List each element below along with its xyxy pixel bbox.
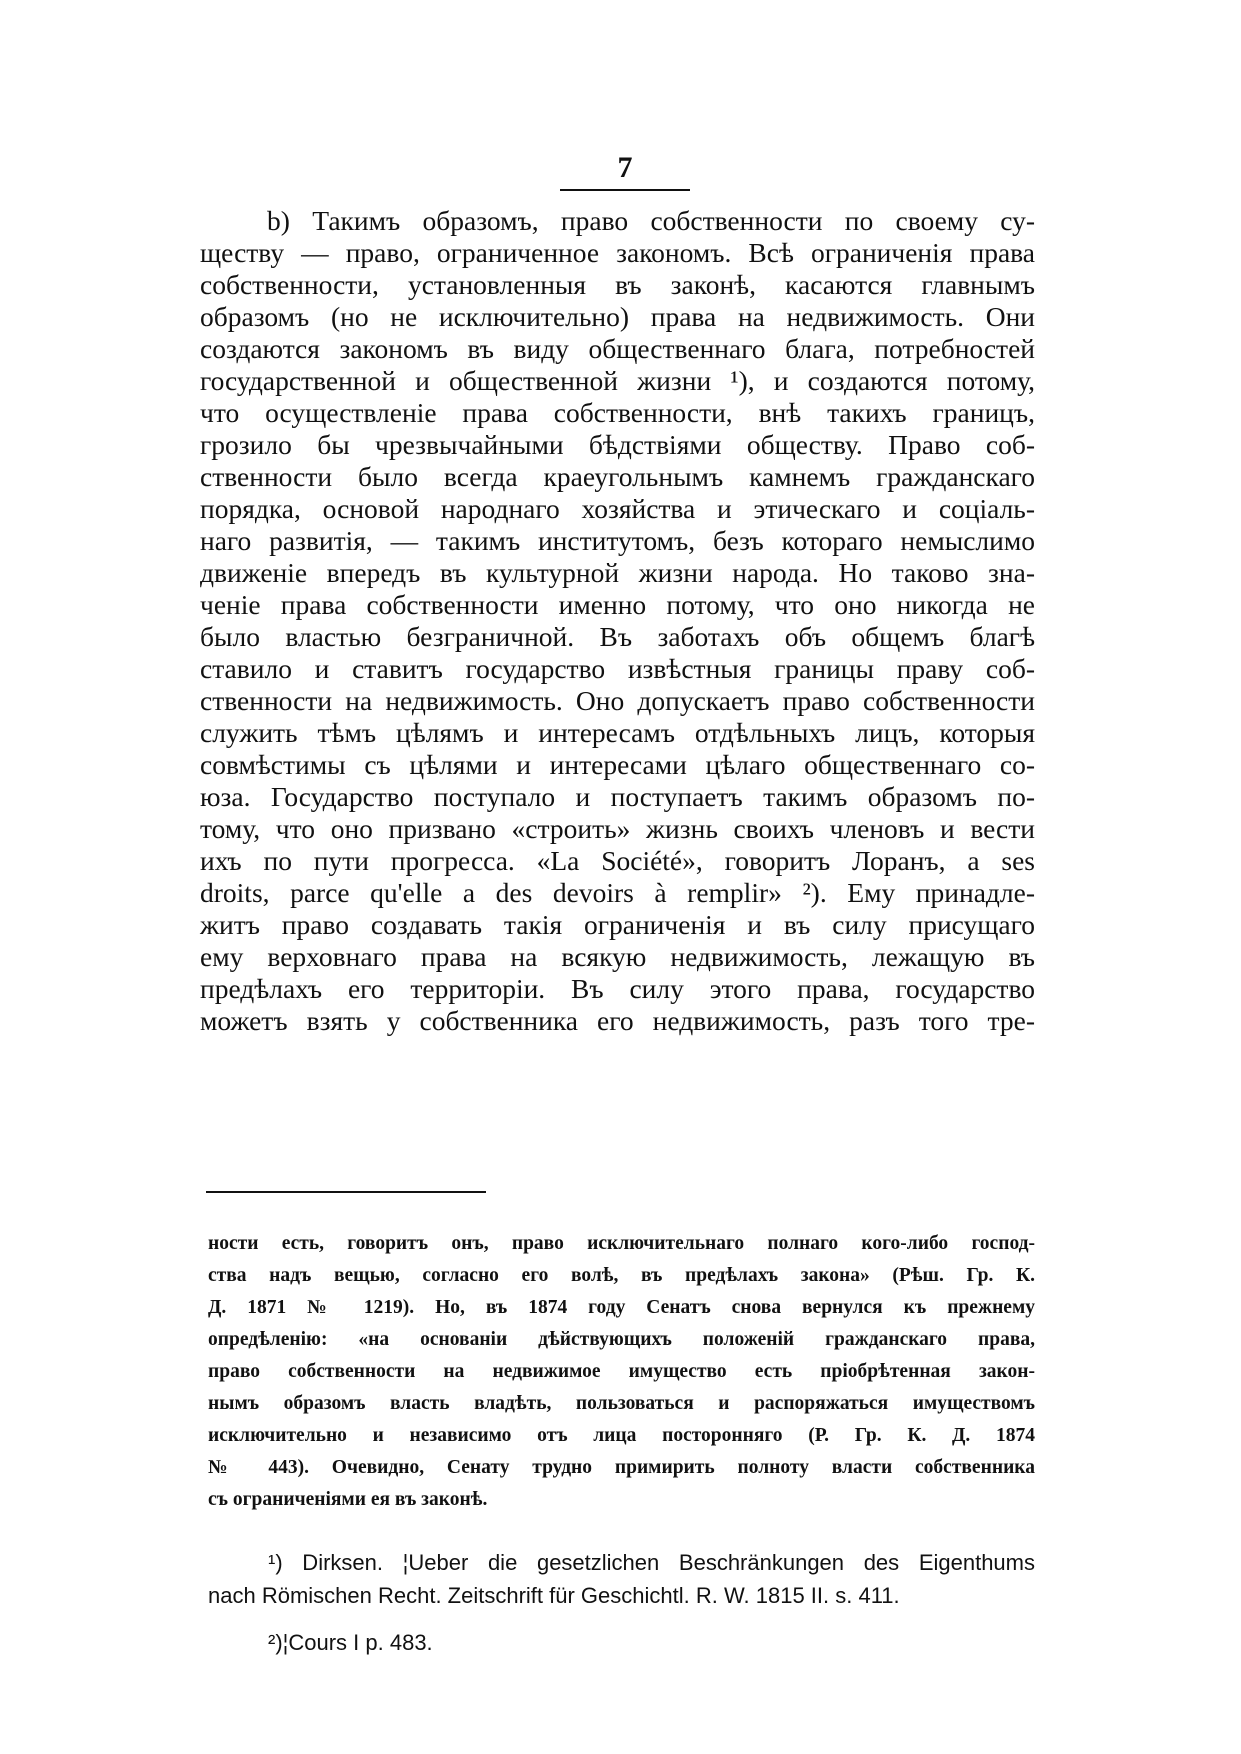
footnote-separator (206, 1191, 486, 1193)
body-line: что осуществленіе права собственности, внѣ такихъ границъ, (200, 397, 1035, 428)
footnote-line: нымъ образомъ власть владѣть, пользоваться и распоряжаться имуществомъ (208, 1393, 1035, 1414)
body-line: порядка, основой народнаго хозяйства и этическаго и соціаль- (200, 493, 1035, 524)
body-line: образомъ (но не исключительно) права на недвижимость. Они (200, 301, 1035, 332)
body-line: можетъ взять у собственника его недвижимость, разъ того тре- (200, 1005, 1035, 1036)
body-line: ставило и ставитъ государство извѣстныя границы праву соб- (200, 653, 1035, 684)
body-line: ему верховнаго права на всякую недвижимость, лежащую въ (200, 941, 1035, 972)
body-line: droits, parce qu'elle a des devoirs à remplir» ²). Ему принадле- (200, 877, 1035, 908)
body-line: тому, что оно призвано «строить» жизнь своихъ членовъ и вести (200, 813, 1035, 844)
footnote-line: опредѣленію: «на основаніи дѣйствующихъ положеній гражданскаго права, (208, 1329, 1035, 1350)
body-line: ченіе права собственности именно потому, что оно никогда не (200, 589, 1035, 620)
body-line: наго развитія, — такимъ институтомъ, безъ котораго немыслимо (200, 525, 1035, 556)
body-line: юза. Государство поступало и поступаетъ такимъ образомъ по- (200, 781, 1035, 812)
footnote-1-line-1: ¹) Dirksen. ¦Ueber die gesetzlichen Beschränkungen des Eigenthums (268, 1550, 1035, 1575)
body-line: предѣлахъ его территоріи. Въ силу этого права, государство (200, 973, 1035, 1004)
footnote-line: № 443). Очевидно, Сенату трудно примирить полноту власти собственника (208, 1457, 1035, 1478)
body-line: грозило бы чрезвычайными бѣдствіями обществу. Право соб- (200, 429, 1035, 460)
body-line: житъ право создавать такія ограниченія и въ силу присущаго (200, 909, 1035, 940)
footnote-line: право собственности на недвижимое имущество есть пріобрѣтенная закон- (208, 1361, 1035, 1382)
footnote-1-line-2: nach Römischen Recht. Zeitschrift für Geschichtl. R. W. 1815 II. s. 411. (208, 1583, 900, 1608)
body-line: ществу — право, ограниченное закономъ. Всѣ ограниченія права (200, 237, 1035, 268)
body-line: государственной и общественной жизни ¹), и создаются потому, (200, 365, 1035, 396)
page-number: 7 (617, 151, 633, 184)
body-line: b) Такимъ образомъ, право собственности по своему су- (267, 205, 1035, 236)
footnote-line: ства надъ вещью, согласно его волѣ, въ предѣлахъ закона» (Рѣш. Гр. К. (208, 1265, 1035, 1286)
body-line: ственности было всегда краеугольнымъ камнемъ гражданскаго (200, 461, 1035, 492)
footnote-line: Д. 1871 № 1219). Но, въ 1874 году Сенатъ снова вернулся къ прежнему (208, 1297, 1035, 1318)
footnote-line: исключительно и независимо отъ лица посторонняго (Р. Гр. К. Д. 1874 (208, 1425, 1035, 1446)
body-line: служить тѣмъ цѣлямъ и интересамъ отдѣльныхъ лицъ, которыя (200, 717, 1035, 748)
footnote-line: ности есть, говоритъ онъ, право исключительнаго полнаго кого-либо господ- (208, 1233, 1035, 1254)
body-line: совмѣстимы съ цѣлями и интересами цѣлаго общественнаго со- (200, 749, 1035, 780)
body-line: собственности, установленныя въ законѣ, касаются главнымъ (200, 269, 1035, 300)
page-number-underline (560, 189, 690, 191)
body-line: было властью безграничной. Въ заботахъ объ общемъ благѣ (200, 621, 1035, 652)
body-line: ихъ по пути прогресса. «La Société», говоритъ Лоранъ, a ses (200, 845, 1035, 876)
body-line: ственности на недвижимость. Оно допускаетъ право собственности (200, 685, 1035, 716)
footnote-line: съ ограниченіями ея въ законѣ. (208, 1489, 488, 1510)
body-line: движеніе впередъ въ культурной жизни народа. Но таково зна- (200, 557, 1035, 588)
body-line: создаются закономъ въ виду общественнаго блага, потребностей (200, 333, 1035, 364)
footnote-2: ²)¦Cours I p. 483. (268, 1630, 433, 1655)
